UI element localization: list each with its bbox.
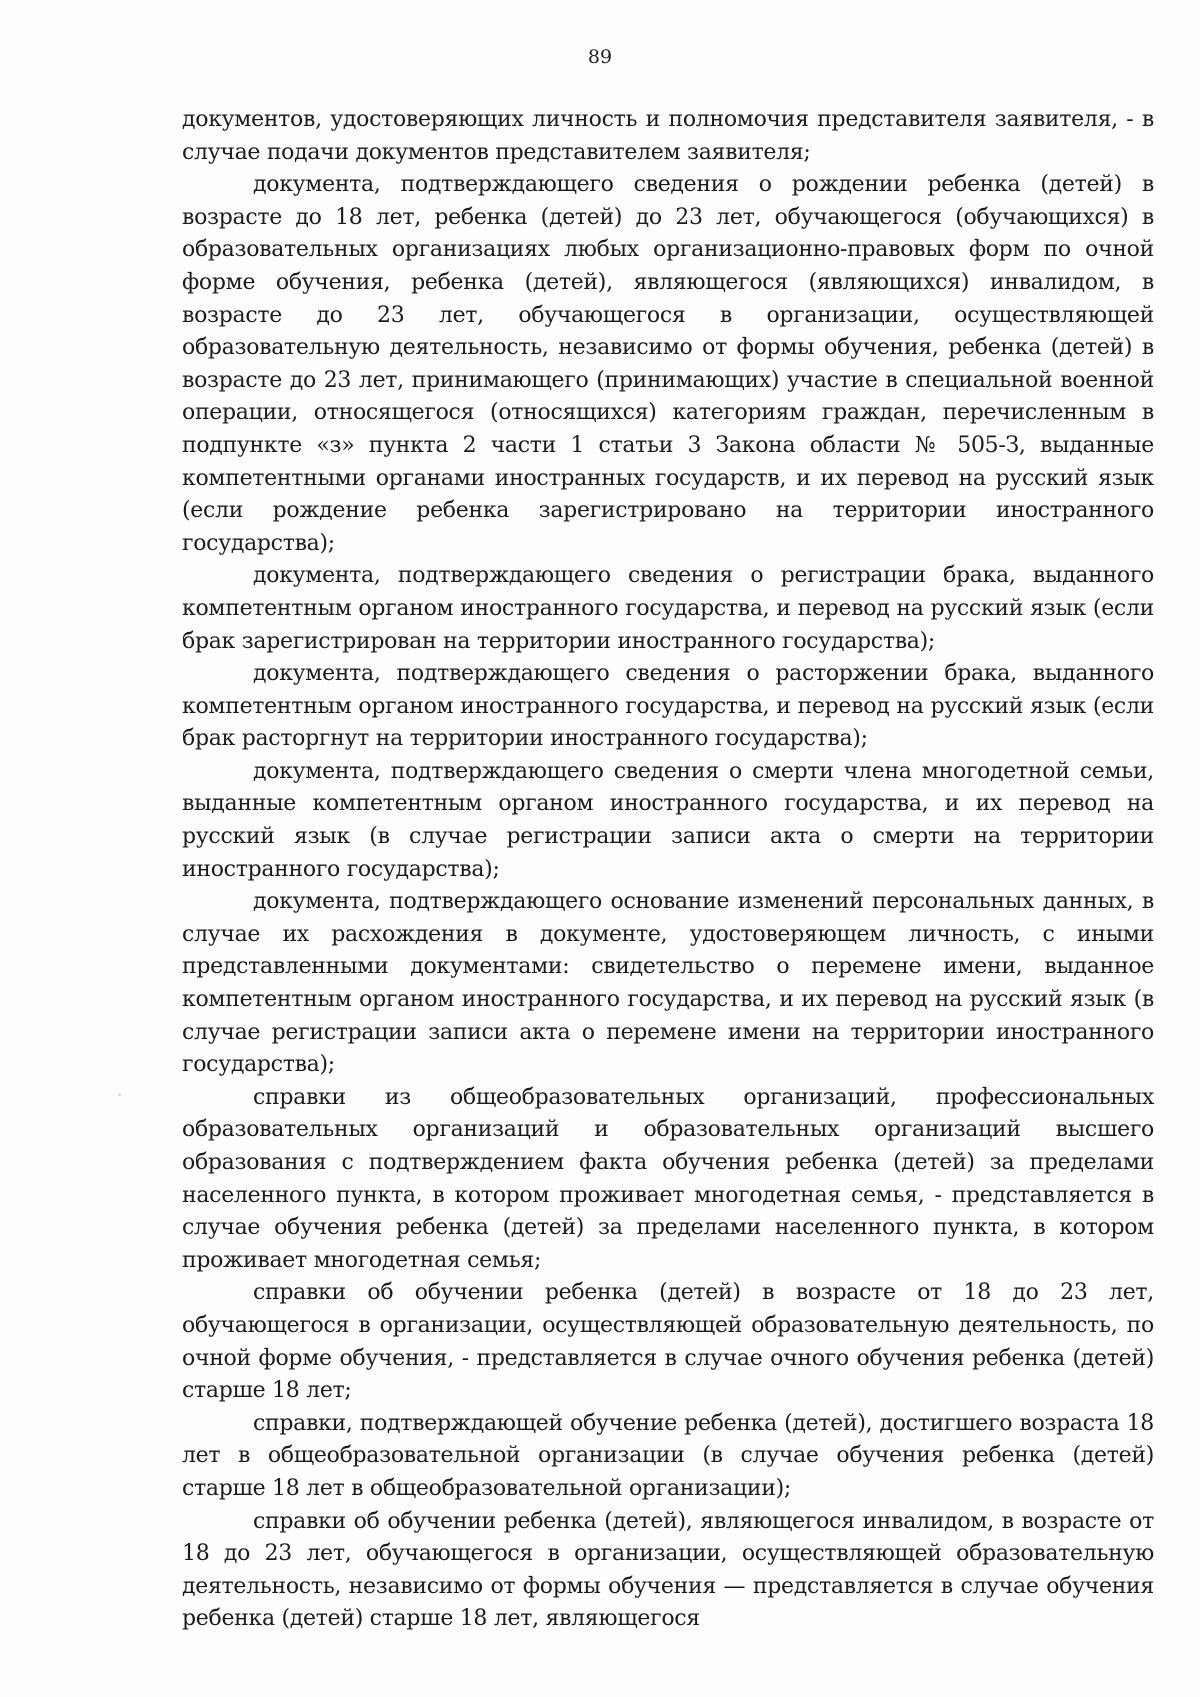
paragraph-name-change-document: документа, подтверждающего основание изменений персональных данных, в случае их расхождения в документе, удостоверяющем личность, с иными представленными документами: свидетельство о перемене имени, выданное компетентным органом иностранного государства, и их перевод на русский язык (в случае регистрации записи акта о перемене имени на территории иностранного государства); xyxy=(182,889,1154,1078)
page-number: 89 xyxy=(587,46,613,68)
paragraph-general-education-certificate: справки, подтверждающей обучение ребенка (детей), достигшего возраста 18 лет в общеобразовательной организации (в случае обучения ребенка (детей) старше 18 лет в общеобразовательной организации); xyxy=(182,1410,1154,1501)
scan-speck xyxy=(1057,699,1059,701)
paragraph-fulltime-study-certificate: справки об обучении ребенка (детей) в возрасте от 18 до 23 лет, обучающегося в организации, осуществляющей образовательную деятельность, по очной форме обучения, - представляется в случае очного обучения ребенка (детей) старше 18 лет; xyxy=(182,1280,1154,1404)
paragraph-death-document: документа, подтверждающего сведения о смерти члена многодетной семьи, выданные компетентным органом иностранного государства, и их перевод на русский язык (в случае регистрации записи акта о смерти на территории иностранного государства); xyxy=(182,758,1154,882)
scan-speck xyxy=(1088,1430,1090,1432)
paragraph-birth-document: документа, подтверждающего сведения о рождении ребенка (детей) в возрасте до 18 лет, ребенка (детей) до 23 лет, обучающегося (обучающихся) в образовательных организациях любых организационно-правовых форм по очной форме обучения, ребенка (детей), являющегося (являющихся) инвалидом, в возрасте до 23 лет, обучающегося в организации, осуществляющей образовательную деятельность, независимо от формы обучения, ребенка (детей) в возрасте до 23 лет, принимающего (принимающих) участие в специальной военной операции, относящегося (относящихся) категориям граждан, перечисленным в подпункте «з» пункта 2 части 1 статьи 3 Закона области № 505-З, выданные компетентными органами иностранных государств, и их перевод на русский язык (если рождение ребенка зарегистрировано на территории иностранного государства); xyxy=(182,172,1154,556)
scan-speck xyxy=(118,1093,121,1096)
paragraph-disabled-child-certificate: справки об обучении ребенка (детей), являющегося инвалидом, в возрасте от 18 до 23 лет, обучающегося в организации, осуществляющей образовательную деятельность, независимо от формы обучения — представляется в случае обучения ребенка (детей) старше 18 лет, являющегося xyxy=(182,1508,1154,1632)
document-body xyxy=(182,104,1154,1636)
paragraph-marriage-document: документа, подтверждающего сведения о регистрации брака, выданного компетентным органом иностранного государства, и перевод на русский язык (если брак зарегистрирован на территории иностранного государства); xyxy=(182,563,1154,654)
paragraph-continuation: документов, удостоверяющих личность и полномочия представителя заявителя, - в случае подачи документов представителем заявителя; xyxy=(182,107,1154,165)
paragraph-divorce-document: документа, подтверждающего сведения о расторжении брака, выданного компетентным органом иностранного государства, и перевод на русский язык (если брак расторгнут на территории иностранного государства); xyxy=(182,661,1154,752)
paragraph-school-certificates: справки из общеобразовательных организаций, профессиональных образовательных организаций и образовательных организаций высшего образования с подтверждением факта обучения ребенка (детей) за пределами населенного пункта, в котором проживает многодетная семья, - представляется в случае обучения ребенка (детей) за пределами населенного пункта, в котором проживает многодетная семья; xyxy=(182,1084,1154,1273)
